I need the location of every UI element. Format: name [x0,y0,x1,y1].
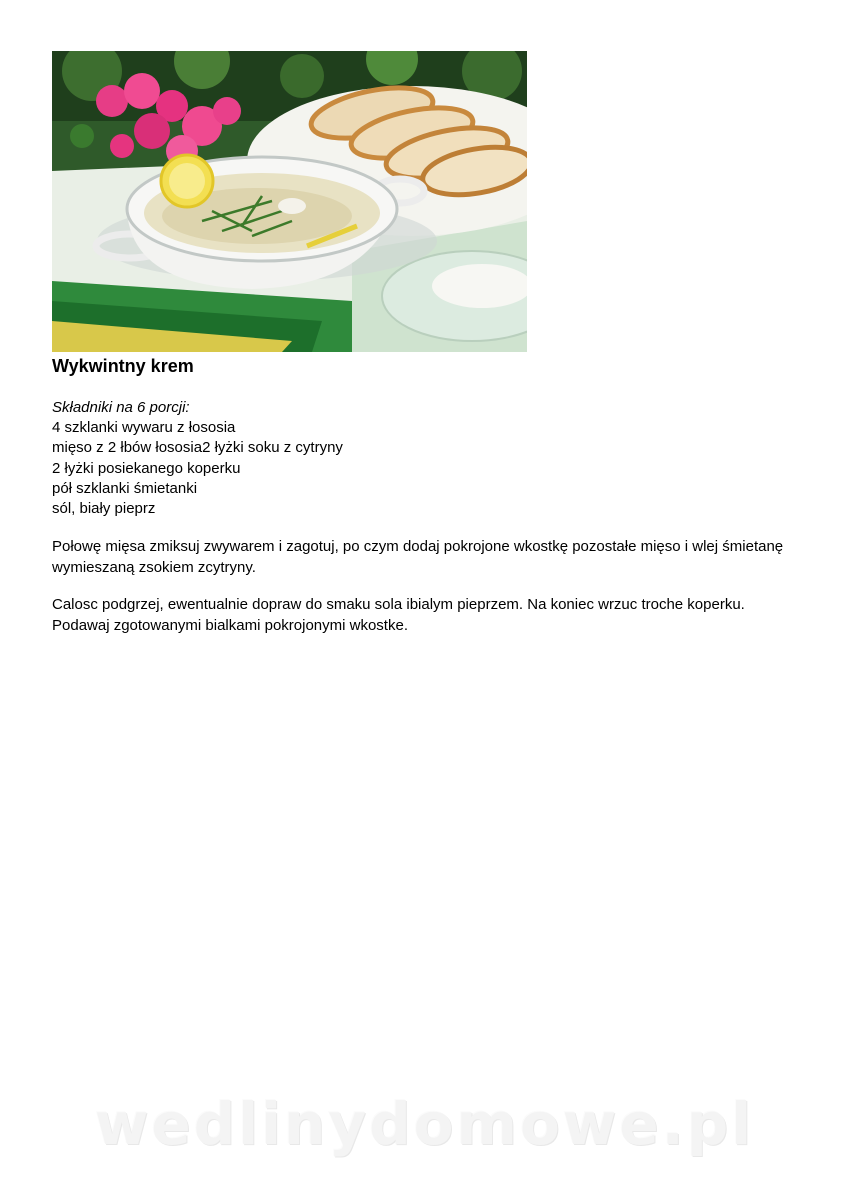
watermark: wedlinydomowe.pl [94,1090,755,1158]
ingredient-item: mięso z 2 łbów łososia2 łyżki soku z cytryny [52,439,343,457]
recipe-title: Wykwintny krem [52,356,194,376]
soup-bowl-photo [52,51,527,352]
ingredients-list [52,398,812,519]
ingredient-item: sól, biały pieprz [52,500,156,518]
ingredient-item: 2 łyżki posiekanego koperku [52,459,241,477]
instructions-paragraph-2: Calosc podgrzej, ewentualnie dopraw do smaku sola ibialym pieprzem. Na koniec wrzuc troche koperku. Podawaj zgotowanymi bialkami pokrojonymi wkostke. [52,596,745,634]
ingredient-item: 4 szklanki wywaru z łososia [52,419,236,437]
instructions-paragraph-1: Połowę mięsa zmiksuj zwywarem i zagotuj, po czym dodaj pokrojone wkostkę pozostałe mięso i wlej śmietanę wymieszaną zsokiem zcytryny. [52,538,784,576]
ingredients-heading: Składniki na 6 porcji: [52,399,190,416]
ingredient-item: pół szklanki śmietanki [52,479,198,497]
recipe-photo [52,51,527,352]
